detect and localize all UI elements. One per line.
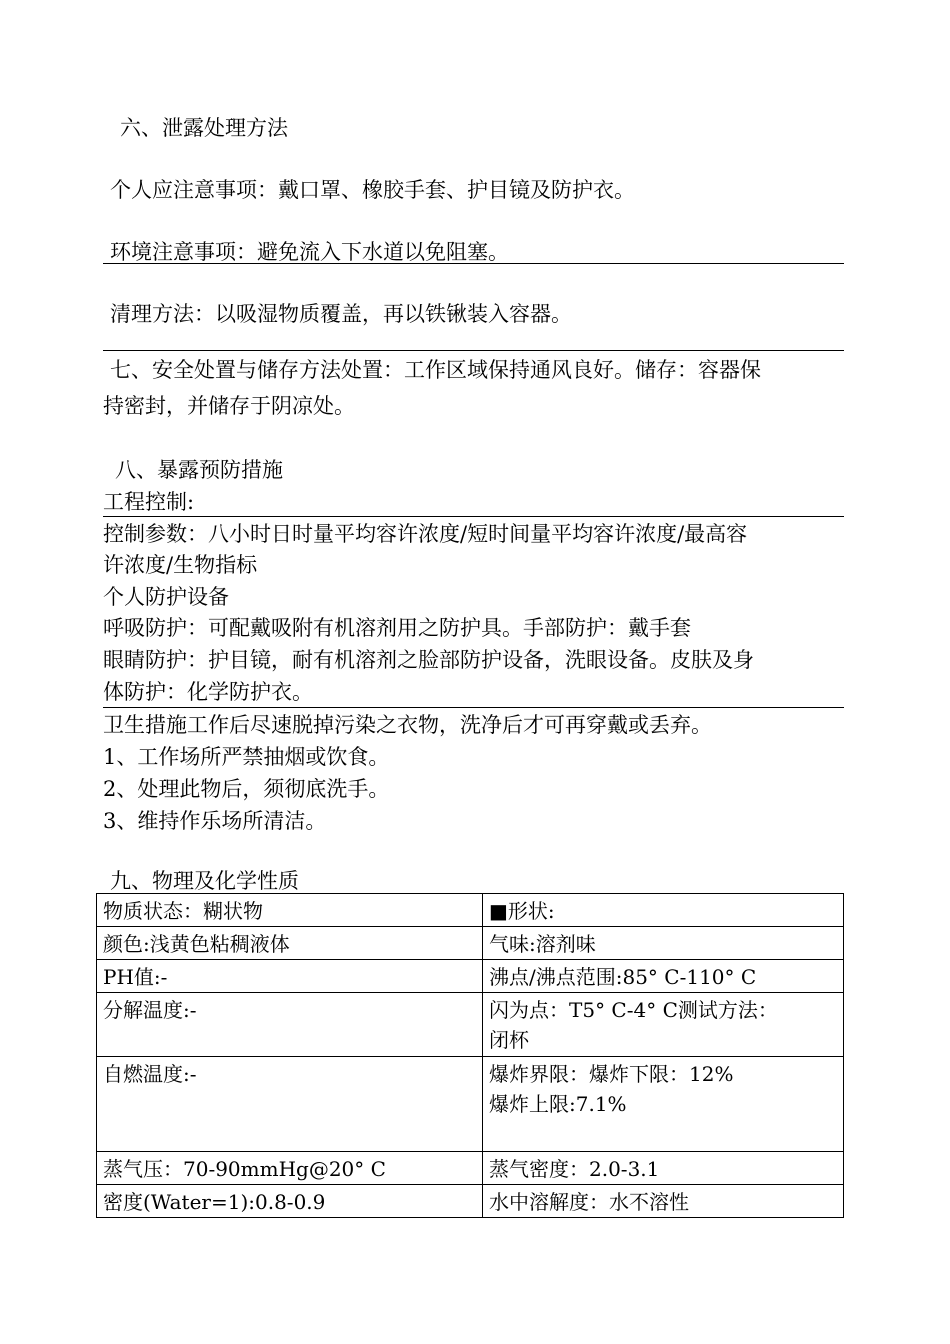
section-7-line-1: 七、安全处置与储存方法处置：工作区域保持通风良好。储存：容器保	[110, 358, 761, 382]
table-cell	[483, 993, 844, 1057]
cleanup-method: 清理方法：以吸湿物质覆盖，再以铁锹装入容器。	[110, 302, 572, 326]
table-cell: 水中溶解度：水不溶性	[483, 1185, 844, 1218]
properties-table	[96, 893, 844, 1218]
table-row	[97, 1185, 844, 1218]
section-9-heading: 九、物理及化学性质	[110, 869, 299, 893]
table-row	[97, 1057, 844, 1152]
table-cell: 物质状态：糊状物	[97, 894, 483, 927]
table-cell: 蒸气密度：2.0-3.1	[483, 1152, 844, 1185]
table-row	[97, 993, 844, 1057]
flash-point-method: 闭杯	[489, 1028, 529, 1052]
list-item: 2、处理此物后，须彻底洗手。	[103, 777, 390, 801]
engineering-controls: 工程控制:	[103, 490, 195, 514]
divider	[103, 707, 844, 708]
ppe-heading: 个人防护设备	[103, 585, 229, 609]
table-row	[97, 927, 844, 960]
personal-precautions: 个人应注意事项：戴口罩、橡胶手套、护目镜及防护衣。	[110, 178, 635, 202]
table-cell: 蒸气压：70-90mmHg@20° C	[97, 1152, 483, 1185]
table-cell	[483, 1057, 844, 1152]
section-6-heading: 六、泄露处理方法	[120, 116, 288, 140]
control-parameters-line-2: 许浓度/生物指标	[103, 553, 258, 577]
flash-point: 闪为点：T5° C-4° C测试方法：	[489, 998, 778, 1022]
section-7-line-2: 持密封，并储存于阴凉处。	[103, 394, 355, 418]
table-cell: 密度(Water=1):0.8-0.9	[97, 1185, 483, 1218]
eye-protection-line-2: 体防护：化学防护衣。	[103, 680, 313, 704]
table-row	[97, 960, 844, 993]
environmental-precautions: 环境注意事项：避免流入下水道以免阻塞。	[110, 240, 509, 264]
divider	[103, 263, 844, 264]
list-item: 1、工作场所严禁抽烟或饮食。	[103, 745, 390, 769]
explosion-upper-limit: 爆炸上限:7.1%	[489, 1092, 627, 1116]
table-cell: ■形状:	[483, 894, 844, 927]
respiratory-protection: 呼吸防护：可配戴吸附有机溶剂用之防护具。手部防护：戴手套	[103, 616, 691, 640]
table-row	[97, 894, 844, 927]
table-cell: 自燃温度:-	[97, 1057, 483, 1152]
divider	[103, 350, 844, 351]
table-cell: 颜色:浅黄色粘稠液体	[97, 927, 483, 960]
divider	[103, 516, 844, 517]
control-parameters-line-1: 控制参数：八小时日时量平均容许浓度/短时间量平均容许浓度/最高容	[103, 522, 748, 546]
table-cell: 气味:溶剂味	[483, 927, 844, 960]
table-cell: 沸点/沸点范围:85° C-110° C	[483, 960, 844, 993]
hygiene-measures: 卫生措施工作后尽速脱掉污染之衣物，洗净后才可再穿戴或丢弃。	[103, 713, 712, 737]
table-row	[97, 1152, 844, 1185]
eye-protection-line-1: 眼睛防护：护目镜，耐有机溶剂之脸部防护设备，洗眼设备。皮肤及身	[103, 648, 754, 672]
section-8-heading: 八、暴露预防措施	[115, 458, 283, 482]
table-cell: PH值:-	[97, 960, 483, 993]
explosion-lower-limit: 爆炸界限：爆炸下限：12%	[489, 1062, 734, 1086]
list-item: 3、维持作乐场所清洁。	[103, 809, 327, 833]
table-cell: 分解温度:-	[97, 993, 483, 1057]
